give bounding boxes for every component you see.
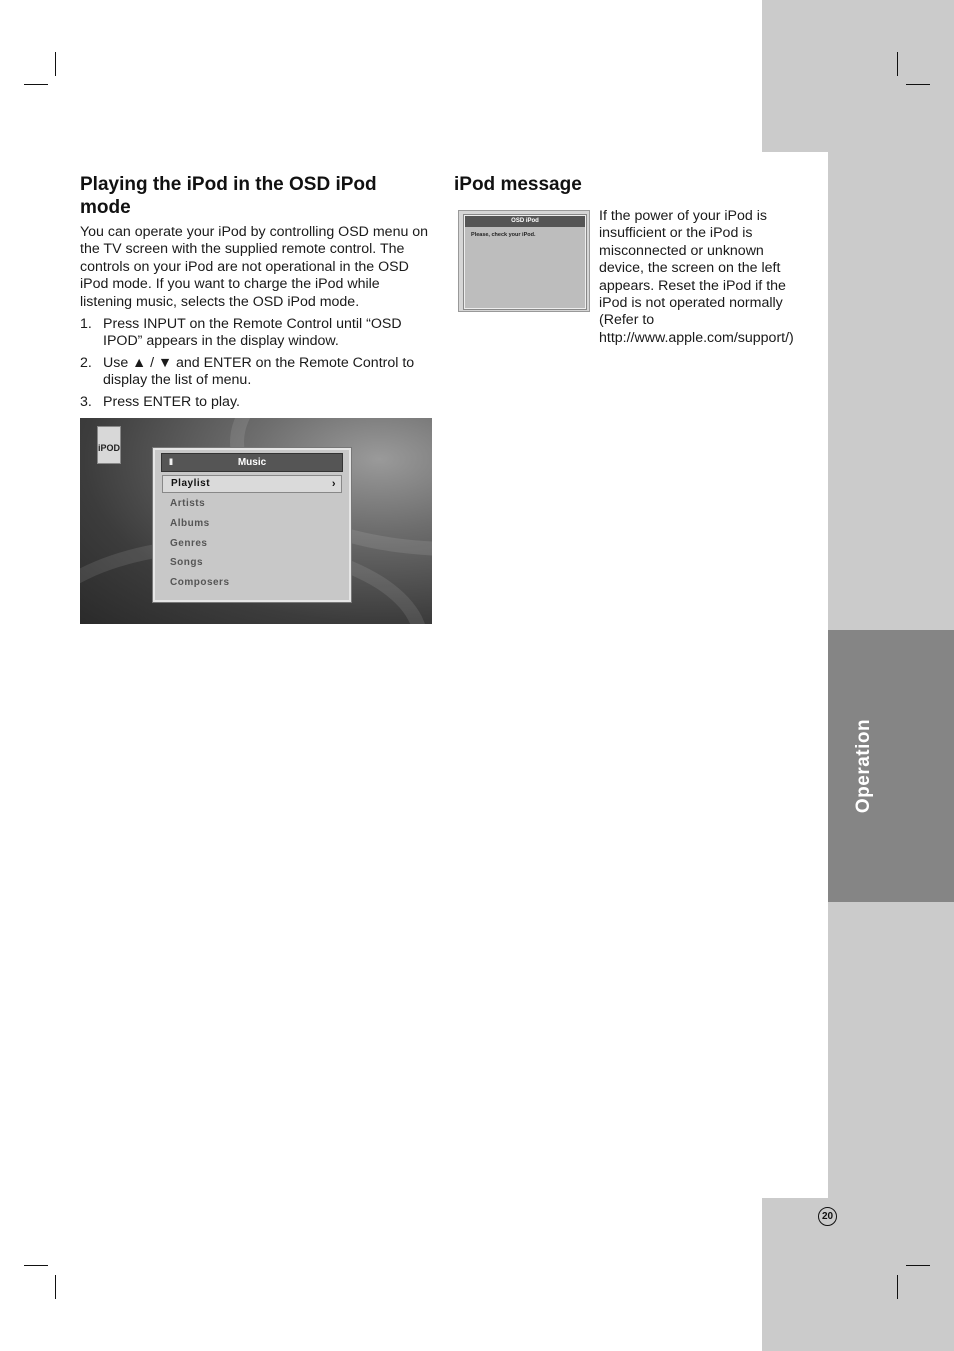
- crop-mark: [897, 1275, 898, 1299]
- page-number: 20: [818, 1207, 837, 1226]
- sidebar-band-bottom: [762, 1198, 954, 1351]
- intro-paragraph: You can operate your iPod by controlling OSD menu on the TV screen with the supplied remote control. The controls on your iPod are not operational in the OSD iPod mode. If you want to charge the iPod while listening music, selects the OSD iPod mode.: [80, 224, 429, 310]
- menu-title: Music: [237, 457, 267, 468]
- step-item: [80, 355, 432, 389]
- step-number: 3.: [80, 394, 92, 410]
- menu-item-genres: Genres: [170, 538, 208, 549]
- osd-menu: [153, 448, 351, 602]
- pause-icon: II: [169, 457, 173, 467]
- crop-mark: [906, 1265, 930, 1266]
- ipod-message-screenshot: [458, 210, 590, 312]
- section-heading: Playing the iPod in the OSD iPod mode: [80, 174, 377, 218]
- step-number: 2.: [80, 355, 92, 371]
- step-item: [80, 316, 432, 350]
- crop-mark: [55, 1275, 56, 1299]
- menu-item-composers: Composers: [170, 577, 230, 588]
- message-box: [464, 215, 586, 309]
- crop-mark: [24, 84, 48, 85]
- menu-item-songs: Songs: [170, 557, 204, 568]
- message-text: Please, check your iPod.: [471, 232, 536, 238]
- step-text: Use ▲ / ▼ and ENTER on the Remote Control to display the list of menu.: [103, 355, 415, 388]
- crop-mark: [906, 84, 930, 85]
- sidebar-band-top: [762, 0, 954, 152]
- menu-item-artists: Artists: [170, 498, 206, 509]
- step-text: Press INPUT on the Remote Control until “OSD IPOD” appears in the display window.: [103, 316, 402, 349]
- crop-mark: [24, 1265, 48, 1266]
- menu-item-albums: Albums: [170, 518, 210, 529]
- chevron-right-icon: ›: [331, 478, 336, 490]
- step-number: 1.: [80, 316, 92, 332]
- section-tab: [828, 630, 954, 902]
- step-text: Press ENTER to play.: [103, 394, 240, 410]
- crop-mark: [55, 52, 56, 76]
- menu-item-label: Playlist: [171, 478, 211, 489]
- steps-list: [80, 316, 432, 416]
- section-tab-label: Operation: [853, 718, 874, 814]
- menu-item-playlist: [162, 475, 342, 493]
- menu-header: [161, 453, 343, 472]
- message-title: OSD iPod: [465, 216, 585, 227]
- ipod-message-paragraph: If the power of your iPod is insufficient or the iPod is misconnected or unknown device, the screen on the left appears. Reset the iPod if the iPod is not operated normally (Refer to http://www.apple.com/support/): [599, 208, 794, 346]
- section-heading-ipod-message: iPod message: [454, 174, 582, 195]
- crop-mark: [897, 52, 898, 76]
- ipod-badge-icon: iPOD: [97, 426, 121, 464]
- step-item: [80, 394, 432, 411]
- osd-menu-screenshot: [80, 418, 432, 624]
